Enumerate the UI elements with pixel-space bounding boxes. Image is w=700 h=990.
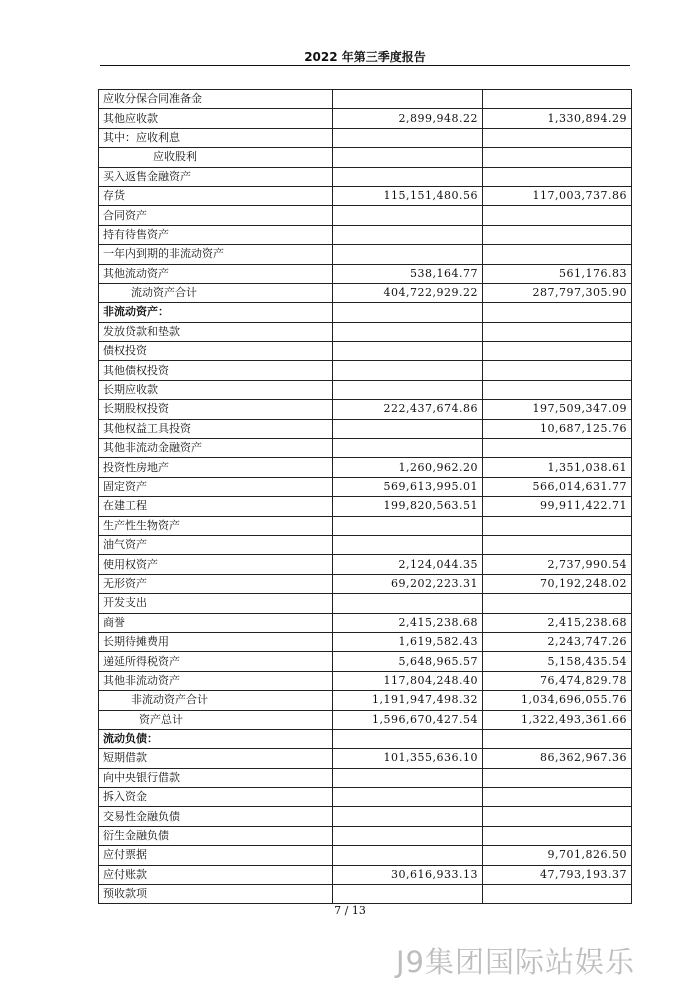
table-row bbox=[99, 788, 632, 807]
current-period-value: 69,202,223.31 bbox=[333, 574, 483, 593]
row-label: 衍生金融负债 bbox=[99, 826, 333, 845]
table-row bbox=[99, 768, 632, 787]
section-heading: 非流动资产： bbox=[99, 303, 333, 322]
prior-period-value bbox=[483, 225, 632, 244]
table-row bbox=[99, 264, 632, 283]
table-row bbox=[99, 186, 632, 205]
prior-period-value: 99,911,422.71 bbox=[483, 497, 632, 516]
current-period-value bbox=[333, 148, 483, 167]
prior-period-value: 287,797,305.90 bbox=[483, 283, 632, 302]
row-label: 资产总计 bbox=[99, 710, 333, 729]
current-period-value bbox=[333, 128, 483, 147]
table-row bbox=[99, 846, 632, 865]
prior-period-value bbox=[483, 807, 632, 826]
table-row bbox=[99, 380, 632, 399]
current-period-value bbox=[333, 516, 483, 535]
current-period-value bbox=[333, 826, 483, 845]
row-label: 存货 bbox=[99, 186, 333, 205]
row-label: 短期借款 bbox=[99, 749, 333, 768]
current-period-value bbox=[333, 846, 483, 865]
table-row bbox=[99, 497, 632, 516]
table-row bbox=[99, 535, 632, 554]
current-period-value: 5,648,965.57 bbox=[333, 652, 483, 671]
prior-period-value: 76,474,829.78 bbox=[483, 671, 632, 690]
prior-period-value bbox=[483, 594, 632, 613]
report-header: 2022 年第三季度报告 bbox=[304, 50, 426, 64]
row-label: 一年内到期的非流动资产 bbox=[99, 245, 333, 264]
row-label: 预收款项 bbox=[99, 885, 333, 904]
current-period-value bbox=[333, 380, 483, 399]
table-row bbox=[99, 419, 632, 438]
row-label: 合同资产 bbox=[99, 206, 333, 225]
balance-sheet-table bbox=[98, 89, 632, 904]
row-label: 投资性房地产 bbox=[99, 458, 333, 477]
prior-period-value: 1,034,696,055.76 bbox=[483, 691, 632, 710]
row-label: 向中央银行借款 bbox=[99, 768, 333, 787]
row-label: 其中：应收利息 bbox=[99, 128, 333, 147]
current-period-value: 1,260,962.20 bbox=[333, 458, 483, 477]
prior-period-value: 1,351,038.61 bbox=[483, 458, 632, 477]
current-period-value: 1,619,582.43 bbox=[333, 632, 483, 651]
row-label: 持有待售资产 bbox=[99, 225, 333, 244]
prior-period-value: 70,192,248.02 bbox=[483, 574, 632, 593]
row-label: 流动资产合计 bbox=[99, 283, 333, 302]
section-heading: 流动负债： bbox=[99, 729, 333, 748]
prior-period-value: 47,793,193.37 bbox=[483, 865, 632, 884]
current-period-value: 199,820,563.51 bbox=[333, 497, 483, 516]
current-period-value: 1,191,947,498.32 bbox=[333, 691, 483, 710]
prior-period-value: 2,243,747.26 bbox=[483, 632, 632, 651]
prior-period-value: 10,687,125.76 bbox=[483, 419, 632, 438]
row-label: 其他应收款 bbox=[99, 109, 333, 128]
prior-period-value bbox=[483, 516, 632, 535]
current-period-value bbox=[333, 303, 483, 322]
current-period-value bbox=[333, 342, 483, 361]
current-period-value bbox=[333, 167, 483, 186]
current-period-value bbox=[333, 439, 483, 458]
row-label: 使用权资产 bbox=[99, 555, 333, 574]
row-label: 递延所得税资产 bbox=[99, 652, 333, 671]
prior-period-value: 561,176.83 bbox=[483, 264, 632, 283]
table-row bbox=[99, 691, 632, 710]
table-row bbox=[99, 594, 632, 613]
current-period-value: 117,804,248.40 bbox=[333, 671, 483, 690]
current-period-value: 538,164.77 bbox=[333, 264, 483, 283]
table-row bbox=[99, 128, 632, 147]
table-row bbox=[99, 613, 632, 632]
table-row bbox=[99, 148, 632, 167]
row-label: 其他非流动金融资产 bbox=[99, 439, 333, 458]
current-period-value bbox=[333, 788, 483, 807]
row-label: 发放贷款和垫款 bbox=[99, 322, 333, 341]
prior-period-value: 9,701,826.50 bbox=[483, 846, 632, 865]
table-row bbox=[99, 555, 632, 574]
table-row bbox=[99, 225, 632, 244]
row-label: 其他流动资产 bbox=[99, 264, 333, 283]
row-label: 无形资产 bbox=[99, 574, 333, 593]
section-row bbox=[99, 303, 632, 322]
table-row bbox=[99, 865, 632, 884]
row-label: 固定资产 bbox=[99, 477, 333, 496]
current-period-value: 30,616,933.13 bbox=[333, 865, 483, 884]
current-period-value bbox=[333, 361, 483, 380]
table-row bbox=[99, 90, 632, 109]
prior-period-value: 2,415,238.68 bbox=[483, 613, 632, 632]
current-period-value bbox=[333, 245, 483, 264]
table-row bbox=[99, 710, 632, 729]
current-period-value bbox=[333, 885, 483, 904]
table-row bbox=[99, 342, 632, 361]
current-period-value bbox=[333, 535, 483, 554]
table-row bbox=[99, 652, 632, 671]
prior-period-value bbox=[483, 439, 632, 458]
row-label: 拆入资金 bbox=[99, 788, 333, 807]
current-period-value bbox=[333, 729, 483, 748]
current-period-value: 2,415,238.68 bbox=[333, 613, 483, 632]
current-period-value: 2,124,044.35 bbox=[333, 555, 483, 574]
table-row bbox=[99, 245, 632, 264]
page-number: 7 / 13 bbox=[334, 904, 366, 917]
row-label: 生产性生物资产 bbox=[99, 516, 333, 535]
prior-period-value bbox=[483, 361, 632, 380]
table-row bbox=[99, 283, 632, 302]
prior-period-value: 117,003,737.86 bbox=[483, 186, 632, 205]
watermark: J9集团国际站娱乐 bbox=[396, 945, 636, 979]
prior-period-value bbox=[483, 90, 632, 109]
table-row bbox=[99, 400, 632, 419]
current-period-value: 101,355,636.10 bbox=[333, 749, 483, 768]
table-row bbox=[99, 574, 632, 593]
prior-period-value: 566,014,631.77 bbox=[483, 477, 632, 496]
row-label: 应付账款 bbox=[99, 865, 333, 884]
row-label: 其他非流动资产 bbox=[99, 671, 333, 690]
current-period-value: 115,151,480.56 bbox=[333, 186, 483, 205]
prior-period-value bbox=[483, 322, 632, 341]
header-rule bbox=[100, 65, 630, 66]
prior-period-value bbox=[483, 245, 632, 264]
table-row bbox=[99, 807, 632, 826]
prior-period-value: 1,322,493,361.66 bbox=[483, 710, 632, 729]
current-period-value: 1,596,670,427.54 bbox=[333, 710, 483, 729]
table-row bbox=[99, 671, 632, 690]
row-label: 其他权益工具投资 bbox=[99, 419, 333, 438]
prior-period-value: 197,509,347.09 bbox=[483, 400, 632, 419]
row-label: 长期应收款 bbox=[99, 380, 333, 399]
current-period-value bbox=[333, 90, 483, 109]
prior-period-value bbox=[483, 885, 632, 904]
current-period-value bbox=[333, 225, 483, 244]
row-label: 开发支出 bbox=[99, 594, 333, 613]
row-label: 交易性金融负债 bbox=[99, 807, 333, 826]
prior-period-value bbox=[483, 768, 632, 787]
prior-period-value bbox=[483, 788, 632, 807]
table-row bbox=[99, 885, 632, 904]
prior-period-value: 5,158,435.54 bbox=[483, 652, 632, 671]
row-label: 长期股权投资 bbox=[99, 400, 333, 419]
prior-period-value bbox=[483, 206, 632, 225]
table-row bbox=[99, 206, 632, 225]
prior-period-value bbox=[483, 826, 632, 845]
current-period-value: 222,437,674.86 bbox=[333, 400, 483, 419]
row-label: 债权投资 bbox=[99, 342, 333, 361]
row-label: 其他债权投资 bbox=[99, 361, 333, 380]
row-label: 商誉 bbox=[99, 613, 333, 632]
prior-period-value bbox=[483, 342, 632, 361]
current-period-value bbox=[333, 768, 483, 787]
row-label: 应收分保合同准备金 bbox=[99, 90, 333, 109]
current-period-value bbox=[333, 594, 483, 613]
table-row bbox=[99, 458, 632, 477]
table-row bbox=[99, 632, 632, 651]
row-label: 买入返售金融资产 bbox=[99, 167, 333, 186]
table-row bbox=[99, 439, 632, 458]
prior-period-value bbox=[483, 148, 632, 167]
current-period-value: 2,899,948.22 bbox=[333, 109, 483, 128]
row-label: 非流动资产合计 bbox=[99, 691, 333, 710]
row-label: 应付票据 bbox=[99, 846, 333, 865]
prior-period-value bbox=[483, 303, 632, 322]
table-row bbox=[99, 516, 632, 535]
current-period-value bbox=[333, 807, 483, 826]
table-row bbox=[99, 477, 632, 496]
table-row bbox=[99, 167, 632, 186]
section-row bbox=[99, 729, 632, 748]
row-label: 油气资产 bbox=[99, 535, 333, 554]
row-label: 长期待摊费用 bbox=[99, 632, 333, 651]
table-row bbox=[99, 361, 632, 380]
prior-period-value bbox=[483, 380, 632, 399]
table-row bbox=[99, 109, 632, 128]
prior-period-value bbox=[483, 535, 632, 554]
current-period-value bbox=[333, 419, 483, 438]
prior-period-value: 1,330,894.29 bbox=[483, 109, 632, 128]
prior-period-value bbox=[483, 128, 632, 147]
current-period-value: 404,722,929.22 bbox=[333, 283, 483, 302]
prior-period-value: 2,737,990.54 bbox=[483, 555, 632, 574]
prior-period-value: 86,362,967.36 bbox=[483, 749, 632, 768]
table-row bbox=[99, 322, 632, 341]
row-label: 应收股利 bbox=[99, 148, 333, 167]
current-period-value: 569,613,995.01 bbox=[333, 477, 483, 496]
row-label: 在建工程 bbox=[99, 497, 333, 516]
current-period-value bbox=[333, 322, 483, 341]
prior-period-value bbox=[483, 729, 632, 748]
prior-period-value bbox=[483, 167, 632, 186]
table-row bbox=[99, 826, 632, 845]
current-period-value bbox=[333, 206, 483, 225]
table-row bbox=[99, 749, 632, 768]
